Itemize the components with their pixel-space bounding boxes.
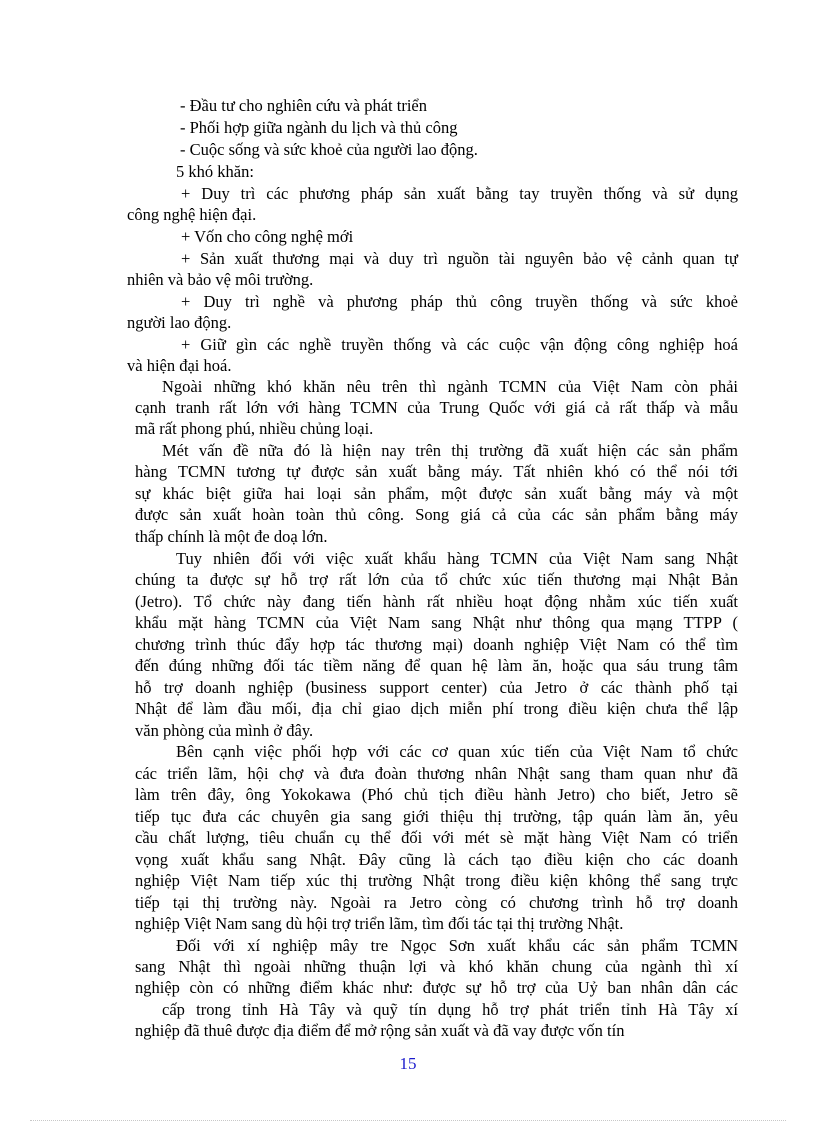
- text-line: Đối với xí nghiệp mây tre Ngọc Sơn xuất khẩu các sản phẩm TCMN: [176, 936, 738, 955]
- text-line: nhiên và bảo vệ môi trường.: [127, 270, 314, 289]
- text-line: tiếp tại thị trường này. Ngoài ra Jetro còng có chương trình hỗ trợ doanh: [135, 893, 738, 912]
- text-line: cạnh tranh rất lớn với hàng TCMN của Trung Quốc với giá cả rất thấp và mẫu: [135, 398, 738, 417]
- text-line: sự khác biệt giữa hai loại sản phẩm, một được sản xuất bằng máy và một: [135, 484, 738, 503]
- text-line: thấp chính là một đe doạ lớn.: [135, 527, 328, 546]
- text-line: công nghệ hiện đại.: [127, 205, 257, 224]
- text-line: vọng xuất khẩu sang Nhật. Đây cũng là cách tạo điều kiện cho các doanh: [135, 850, 738, 869]
- bullet-research: - Đầu tư cho nghiên cứu và phát triển: [180, 96, 427, 115]
- text-line: + Duy trì các phương pháp sản xuất bằng tay truyền thống và sử dụng: [181, 184, 738, 203]
- text-line: hàng TCMN tương tự được sản xuất bằng máy. Tất nhiên khó có thể nói tới: [135, 462, 738, 481]
- bullet-worker-health: - Cuộc sống và sức khoẻ của người lao động.: [180, 140, 478, 159]
- text-line: cầu chất lượng, tiêu chuẩn cụ thể đối với mét sè mặt hàng Việt Nam có triển: [135, 828, 738, 847]
- text-line: và hiện đại hoá.: [127, 356, 232, 375]
- text-line: nghiệp còn có những điểm khác như: được sự hỗ trợ của Uỷ ban nhân dân các: [135, 978, 738, 997]
- difficulties-heading: 5 khó khăn:: [176, 162, 254, 181]
- text-line: tiếp tục đưa các chuyên gia sang giới thiệu thị trường, tập quán làm ăn, yêu: [135, 807, 738, 826]
- text-line: đến đúng những đối tác tiềm năng để quan hệ làm ăn, hoặc qua sáu trung tâm: [135, 656, 738, 675]
- text-line: người lao động.: [127, 313, 232, 332]
- text-line: chúng ta được sự hỗ trợ rất lớn của tổ chức xúc tiến thương mại Nhật Bản: [135, 570, 738, 589]
- page-number: 15: [399, 1054, 417, 1073]
- text-line: các triển lãm, hội chợ và đưa đoàn thương nhân Nhật sang tham quan như đã: [135, 764, 738, 783]
- text-line: Nhật để làm đầu mối, địa chỉ giao dịch miễn phí trong điều kiện chưa thể lập: [135, 699, 738, 718]
- text-line: + Vốn cho công nghệ mới: [181, 227, 354, 246]
- bullet-tourism-crafts: - Phối hợp giữa ngành du lịch và thủ công: [180, 118, 458, 137]
- text-line: + Sản xuất thương mại và duy trì nguồn tài nguyên bảo vệ cảnh quan tự: [181, 249, 738, 268]
- text-line: Ngoài những khó khăn nêu trên thì ngành TCMN của Việt Nam còn phải: [162, 377, 738, 396]
- text-line: Bên cạnh việc phối hợp với các cơ quan xúc tiến của Việt Nam tổ chức: [176, 742, 738, 761]
- text-line: + Duy trì nghề và phương pháp thủ công truyền thống và sức khoẻ: [181, 292, 738, 311]
- text-line: hỗ trợ doanh nghiệp (business support center) của Jetro ở các thành phố tại: [135, 678, 738, 697]
- text-line: (Jetro). Tổ chức này đang tiến hành rất nhiều hoạt động nhằm xúc tiến xuất: [135, 592, 738, 611]
- text-line: Mét vấn đề nữa đó là hiện nay trên thị trường đã xuất hiện các sản phẩm: [162, 441, 738, 460]
- text-line: cấp trong tỉnh Hà Tây và quỹ tín dụng hỗ trợ phát triển tỉnh Hà Tây xí: [162, 1000, 738, 1019]
- text-line: văn phòng của mình ở đây.: [135, 721, 314, 740]
- text-line: làm trên đây, ông Yokokawa (Phó chủ tịch điều hành Jetro) cho biết, Jetro sẽ: [135, 785, 738, 804]
- text-line: được sản xuất hoàn toàn thủ công. Song giá cả của các sản phẩm bằng máy: [135, 505, 738, 524]
- text-line: mã rất phong phú, nhiều chủng loại.: [135, 419, 374, 438]
- text-line: nghiệp đã thuê được địa điểm để mở rộng sản xuất và đã vay được vốn tín: [135, 1021, 625, 1040]
- text-line: Tuy nhiên đối với việc xuất khẩu hàng TCMN của Việt Nam sang Nhật: [176, 549, 738, 568]
- text-line: chương trình thúc đẩy hợp tác thương mại) doanh nghiệp Việt Nam có thể tìm: [135, 635, 738, 654]
- text-line: khẩu mặt hàng TCMN của Việt Nam sang Nhật như thông qua mạng TTPP (: [135, 613, 738, 632]
- text-line: sang Nhật thì ngoài những thuận lợi và khó khăn chung của ngành thì xí: [135, 957, 738, 976]
- text-line: nghiệp Việt Nam sang dù hội trợ triển lãm, tìm đối tác tại thị trường Nhật.: [135, 914, 624, 933]
- text-line: + Giữ gìn các nghề truyền thống và các cuộc vận động công nghiệp hoá: [181, 335, 738, 354]
- text-line: nghiệp Việt Nam tiếp xúc thị trường Nhật trong điều kiện không thể sang trực: [135, 871, 738, 890]
- page-bottom-divider: [30, 1120, 786, 1121]
